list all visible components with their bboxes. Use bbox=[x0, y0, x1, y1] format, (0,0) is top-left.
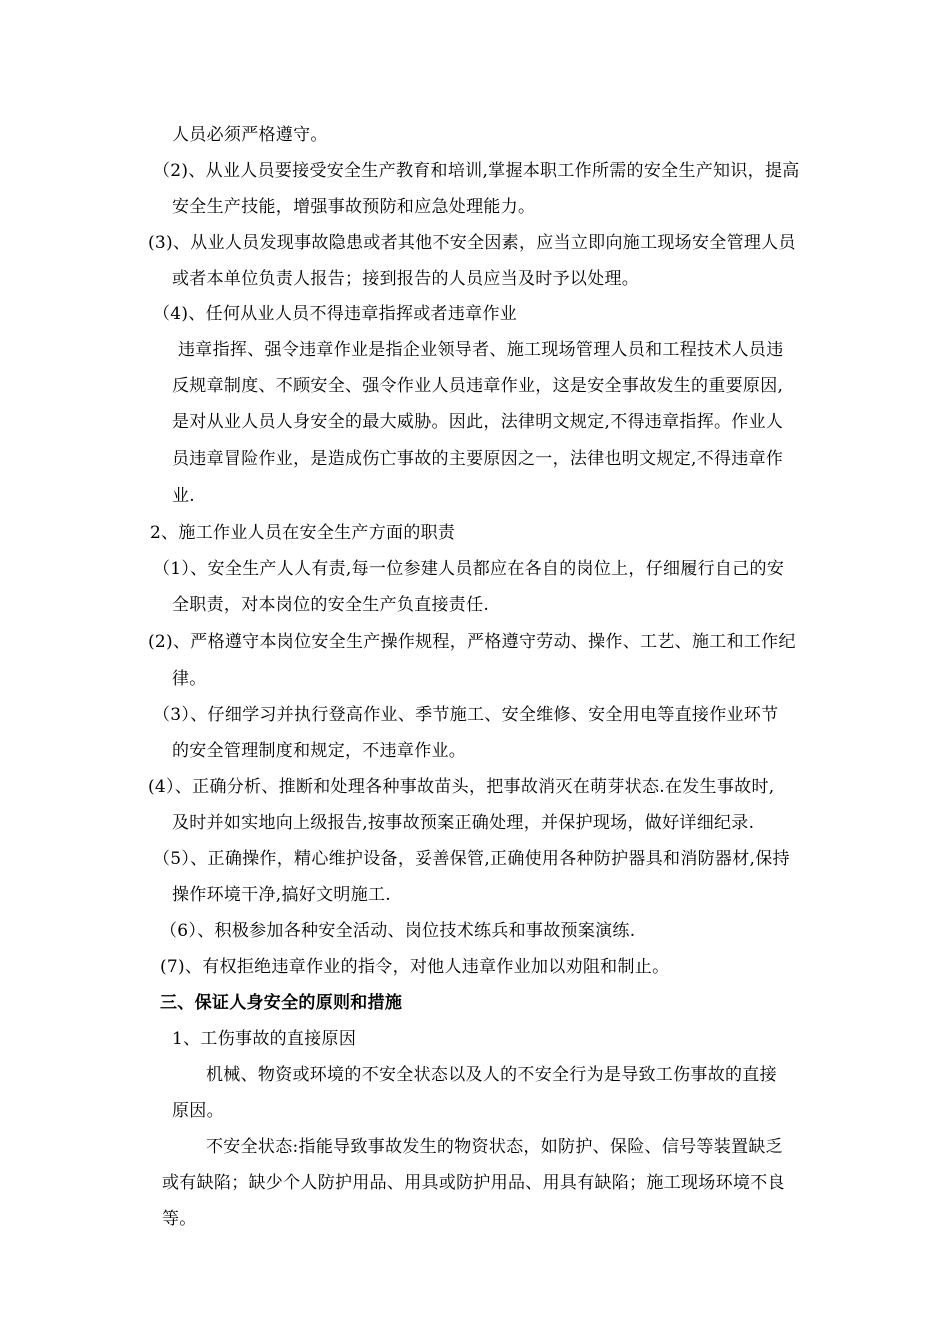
text-line: （5）、正确操作，精心维护设备，妥善保管,正确使用各种防护器具和消防器材,保持 bbox=[153, 849, 790, 869]
text-line: 及时并如实地向上级报告,按事故预案正确处理，并保护现场，做好详细纪录. bbox=[172, 813, 755, 833]
text-line: 或有缺陷；缺少个人防护用品、用具或防护用品、用具有缺陷；施工现场环境不良 bbox=[162, 1173, 785, 1193]
text-line: 原因。 bbox=[172, 1101, 224, 1121]
section-heading-3: 三、保证人身安全的原则和措施 bbox=[160, 993, 403, 1013]
text-line: 全职责，对本岗位的安全生产负直接责任. bbox=[172, 595, 490, 615]
text-line: (3)、从业人员发现事故隐患或者其他不安全因素，应当立即向施工现场安全管理人员 bbox=[148, 233, 796, 253]
text-line: 业. bbox=[172, 486, 196, 506]
text-line: (7)、有权拒绝违章作业的指令，对他人违章作业加以劝阻和制止。 bbox=[160, 957, 670, 977]
text-line: 员违章冒险作业，是造成伤亡事故的主要原因之一，法律也明文规定,不得违章作 bbox=[172, 449, 784, 469]
text-line: 机械、物资或环境的不安全状态以及人的不安全行为是导致工伤事故的直接 bbox=[206, 1065, 777, 1085]
subsection-heading: 1、工伤事故的直接原因 bbox=[172, 1029, 357, 1049]
text-line: （2)、从业人员要接受安全生产教育和培训,掌握本职工作所需的安全生产知识，提高 bbox=[153, 161, 800, 181]
text-line: 不安全状态:指能导致事故发生的物资状态，如防护、保险、信号等装置缺乏 bbox=[206, 1137, 783, 1157]
text-line: 是对从业人员人身安全的最大威胁。因此，法律明文规定,不得违章指挥。作业人 bbox=[172, 412, 784, 432]
text-line: 的安全管理制度和规定，不违章作业。 bbox=[172, 741, 467, 761]
text-line: 安全生产技能，增强事故预防和应急处理能力。 bbox=[172, 197, 536, 217]
text-line: （4)、任何从业人员不得违章指挥或者违章作业 bbox=[153, 304, 518, 324]
text-line: 人员必须严格遵守。 bbox=[172, 125, 328, 145]
text-line: （6）、积极参加各种安全活动、岗位技术练兵和事故预案演练. bbox=[160, 921, 636, 941]
text-line: 等。 bbox=[162, 1209, 197, 1229]
text-line: （1）、安全生产人人有责,每一位参建人员都应在各自的岗位上，仔细履行自己的安 bbox=[153, 559, 785, 579]
text-line: 违章指挥、强令违章作业是指企业领导者、施工现场管理人员和工程技术人员违 bbox=[178, 340, 784, 360]
section-heading-2: 2、施工作业人员在安全生产方面的职责 bbox=[150, 523, 456, 543]
text-line: (4）、正确分析、推断和处理各种事故苗头，把事故消灭在萌芽状态.在发生事故时, bbox=[148, 777, 775, 797]
text-line: 操作环境干净,搞好文明施工. bbox=[172, 885, 392, 905]
text-line: 反规章制度、不顾安全、强令作业人员违章作业，这是安全事故发生的重要原因, bbox=[172, 376, 784, 396]
text-line: （3）、仔细学习并执行登高作业、季节施工、安全维修、安全用电等直接作业环节 bbox=[153, 705, 779, 725]
text-line: 律。 bbox=[172, 669, 207, 689]
text-line: (2)、严格遵守本岗位安全生产操作规程，严格遵守劳动、操作、工艺、施工和工作纪 bbox=[148, 632, 796, 652]
text-line: 或者本单位负责人报告；接到报告的人员应当及时予以处理。 bbox=[172, 269, 640, 289]
